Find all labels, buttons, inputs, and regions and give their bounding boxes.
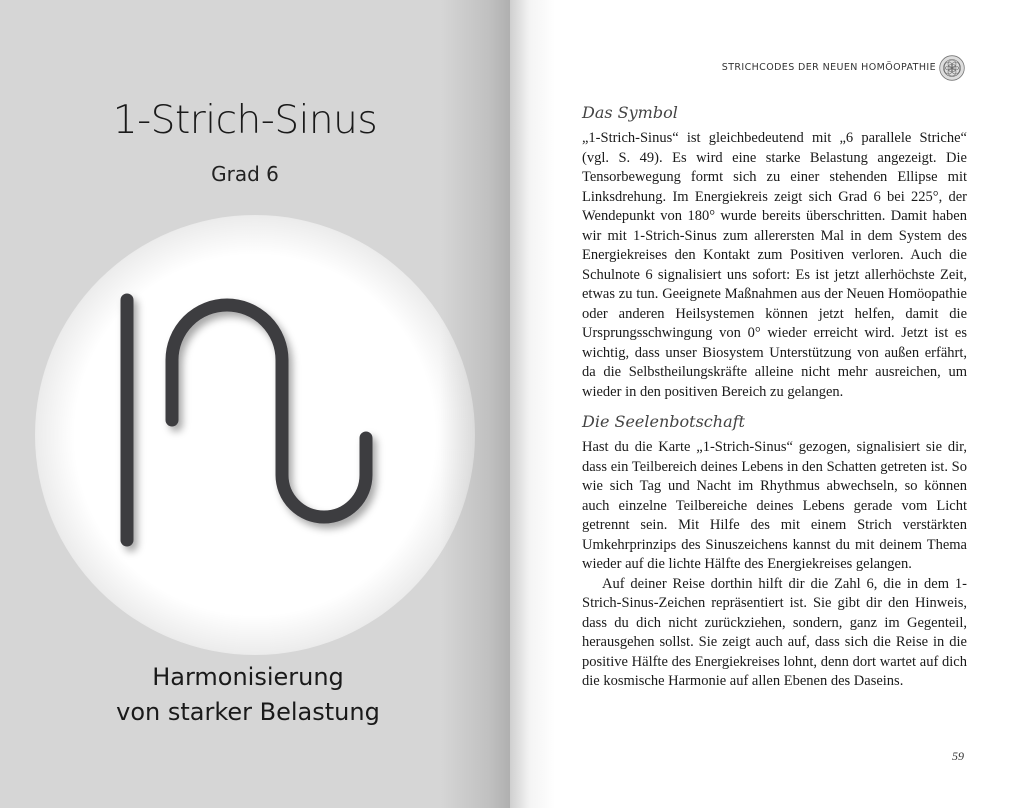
caption-line-1: Harmonisierung — [152, 663, 344, 691]
section-text-symbol: „1-Strich-Sinus“ ist gleichbedeutend mit „6 parallele Striche“ (vgl. S. 49). Es wird eine starke Belastung angezeigt. Die Tensorbewegung formt sich zu einer stehenden Ellipse mit Linksdrehung. Im Energiekreis zeigt sich Grad 6 bei 225°, der Wendepunkt von 180° wurde bereits überschritten. Damit haben wir mit 1-Strich-Sinus zum allerersten Mal in dem System des Energiekreises den Kontakt zum Positiven verloren. Auch die Schulnote 6 signalisiert uns sofort: Es ist jetzt allerhöchste Zeit, etwas zu tun. Geeignete Maßnahmen aus der Neuen Homöopathie oder anderen Heilsystemen können jetzt helfen, damit die Ursprungsschwingung von 0° wieder erreicht wird. Jetzt ist es wichtig, dass unser Biosystem Unterstützung von außen erfährt, da die Selbstheilungskräfte alleine nicht mehr ausreichen, um wieder in den positiven Bereich zu gelangen. — [582, 130, 967, 400]
caption-line-2: von starker Belastung — [116, 698, 380, 726]
card-caption — [0, 660, 496, 730]
soul-message-paragraph-1: Hast du die Karte „1-Strich-Sinus“ gezogen, signalisiert sie dir, dass ein Teilbereich deines Lebens in den Schatten getreten ist. So wie sich Tag und Nacht im Rhythmus abwechseln, so können auch einzelne Teilbereiche deines Lebens gerade vom Licht getrennt sein. Mit Hilfe des mit einem Strich verstärkten Umkehrprinzips des Sinuszeichens kannst du mit deinem Thema wieder auf die lichte Hälfte des Energiekreises gelangen. — [582, 439, 967, 572]
flower-of-life-icon — [939, 55, 965, 81]
grade-label: Grad 6 — [211, 162, 279, 186]
one-stroke-sine-symbol-icon — [100, 280, 400, 570]
symbol-sine-curve — [172, 305, 366, 517]
section-heading-soul-message: Die Seelenbotschaft — [582, 412, 745, 431]
soul-message-paragraph-2: Auf deiner Reise dorthin hilft dir die Zahl 6, die in dem 1-Strich-Sinus-Zeichen repräsentiert ist. Sie gibt dir den Hinweis, dass du dich nicht zurückziehen, sondern, ganz im Gegenteil, herausgehen sollst. Sie zeigt auch auf, dass sich die Reise in die positive Hälfte des Energiekreises lohnt, denn dort wartet auf dich die kosmische Harmonie auf allen Ebenen des Daseins. — [582, 575, 967, 689]
page-title: 1-Strich-Sinus — [112, 98, 378, 143]
page-number: 59 — [952, 749, 964, 763]
running-head: STRICHCODES DER NEUEN HOMÖOPATHIE — [721, 62, 936, 73]
section-heading-symbol: Das Symbol — [582, 103, 678, 122]
section-text-soul-message — [582, 438, 967, 692]
